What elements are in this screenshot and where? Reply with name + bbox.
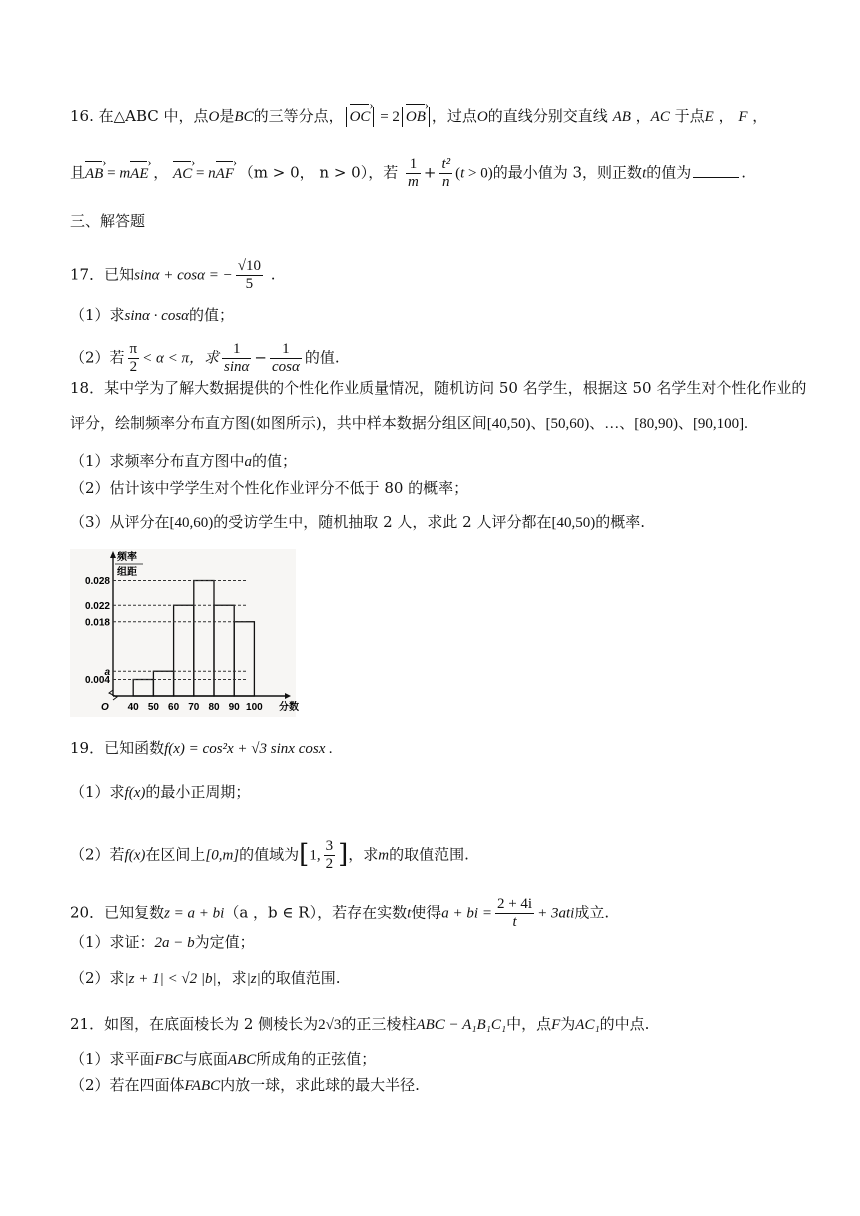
x-axis-arrow [285, 693, 291, 699]
fraction-1-over-cos: $\frac{1}{\cos\alpha}$ [271, 341, 300, 375]
y-tick-label: 0.018 [84, 617, 110, 629]
vector-ob-abs: OB › [402, 107, 430, 127]
x-tick-label: 40 [127, 702, 139, 713]
histogram-bar [133, 680, 153, 697]
q16-line2: 且AB › = mAE › ， AC › = nAF › （m > 0， n > 0），若 $\frac{1}{m}$ + $\frac{\text{t²}}{n}$ (t > 0)的最小值为 3，则正数t的值为 . [70, 156, 820, 191]
q20-part1: （1）求证：2a − b为定值； [70, 933, 255, 951]
q21-part2: （2）若在四面体FABC内放一球，求此球的最大半径. [70, 1076, 420, 1094]
x-axis-label: 分数 [279, 702, 299, 713]
y-tick-label: a [104, 666, 110, 678]
y-label-bottom: 组距 [117, 567, 137, 578]
q19-part1: （1）求f(x)的最小正周期； [70, 783, 251, 801]
q20-part2: （2）求|z + 1| < √2 |b|，求|z|的取值范围. [70, 969, 341, 987]
q20-stem: 20．已知复数z = a + bi（a ，b ∈ R），若存在实数t使得a + bi = $\frac{2 + 4i}{t}$ + 3ati成立. [70, 896, 610, 930]
q21-part1: （1）求平面FBC与底面ABC所成角的正弦值； [70, 1050, 377, 1068]
answer-blank [693, 177, 739, 178]
fraction-sqrt10-over-5: $\frac{√10}{5}$ [237, 258, 261, 292]
vector-oc-abs: OC › [346, 107, 375, 127]
x-tick-label: 70 [188, 702, 200, 713]
q17-part2: （2）若 $\frac{\pi}{2}$ < α < π，求 $\frac{1}{\sin\alpha}$ − $\frac{1}{\cos\alpha}$ 的值. [70, 341, 340, 375]
histogram-bar [174, 605, 194, 696]
q18-part2: （2）估计该中学学生对个性化作业评分不低于 80 的概率； [70, 479, 469, 497]
histogram-bar [153, 671, 173, 696]
y-tick-label: 0.022 [84, 600, 110, 612]
origin-label: O [101, 702, 109, 713]
q18-line2: 评分，绘制频率分布直方图(如图所示)，共中样本数据分组区间[40,50)、[50,60)、…、[80,90)、[90,100]. [70, 414, 748, 432]
fraction-1-over-sin: $\frac{1}{\sin\alpha}$ [224, 341, 250, 375]
q18-part1: （1）求频率分布直方图中a的值； [70, 452, 298, 470]
frequency-histogram [70, 549, 299, 717]
fraction-t2-over-n: $\frac{\text{t²}}{n}$ [441, 156, 451, 190]
q21-stem: 21．如图，在底面棱长为 2 侧棱长为2√3的正三棱柱ABC − A₁B₁C₁中，点F为AC₁的中点. [70, 1015, 650, 1033]
x-tick-label: 60 [168, 702, 180, 713]
fraction-pi-over-2: $\frac{\pi}{2}$ [129, 341, 138, 375]
x-tick-label: 50 [147, 702, 159, 713]
histogram-svg [70, 549, 299, 717]
fraction-3-over-2: $\frac{3}{2}$ [325, 838, 334, 872]
q19-part2: （2）若f(x)在区间上[0,m]的值域为[1, $\frac{3}{2}$ ]，求m的取值范围. [70, 838, 469, 872]
q16-line1: 16. 在△ABC 中，点O是BC的三等分点， OC › = 2 OB › ，过点O的直线分别交直线 AB ，AC 于点E ， F ， [70, 106, 820, 127]
y-tick-label: 0.028 [84, 576, 110, 587]
q19-stem: 19．已知函数f(x) = cos²x + √3 sinx cosx . [70, 739, 333, 757]
histogram-bar [234, 622, 254, 696]
x-tick-label: 100 [246, 702, 263, 713]
q18-line1: 18．某中学为了解大数据提供的个性化作业质量情况，随机访问 50 名学生，根据这 50 名学生对个性化作业的 [70, 379, 807, 397]
y-axis-arrow [110, 551, 116, 558]
x-tick-label: 80 [208, 702, 220, 713]
q17-stem: 17．已知sinα + cosα = − $\frac{√10}{5}$ . [70, 258, 276, 292]
q17-part1: （1）求sinα · cosα的值； [70, 306, 235, 324]
y-label-top: 频率 [117, 552, 137, 563]
histogram-bar [194, 581, 214, 697]
fraction-1-over-m: $\frac{1}{m}$ [408, 156, 419, 190]
x-tick-label: 90 [228, 702, 240, 713]
fraction-2plus4i-over-t: $\frac{2 + 4i}{t}$ [496, 896, 533, 930]
y-tick-label: 0.004 [84, 675, 110, 686]
section-heading: 三、解答题 [70, 212, 146, 230]
histogram-bar [214, 605, 234, 696]
q18-part3: （3）从评分在[40,60)的受访学生中，随机抽取 2 人，求此 2 人评分都在[40,50)的概率. [70, 513, 645, 531]
